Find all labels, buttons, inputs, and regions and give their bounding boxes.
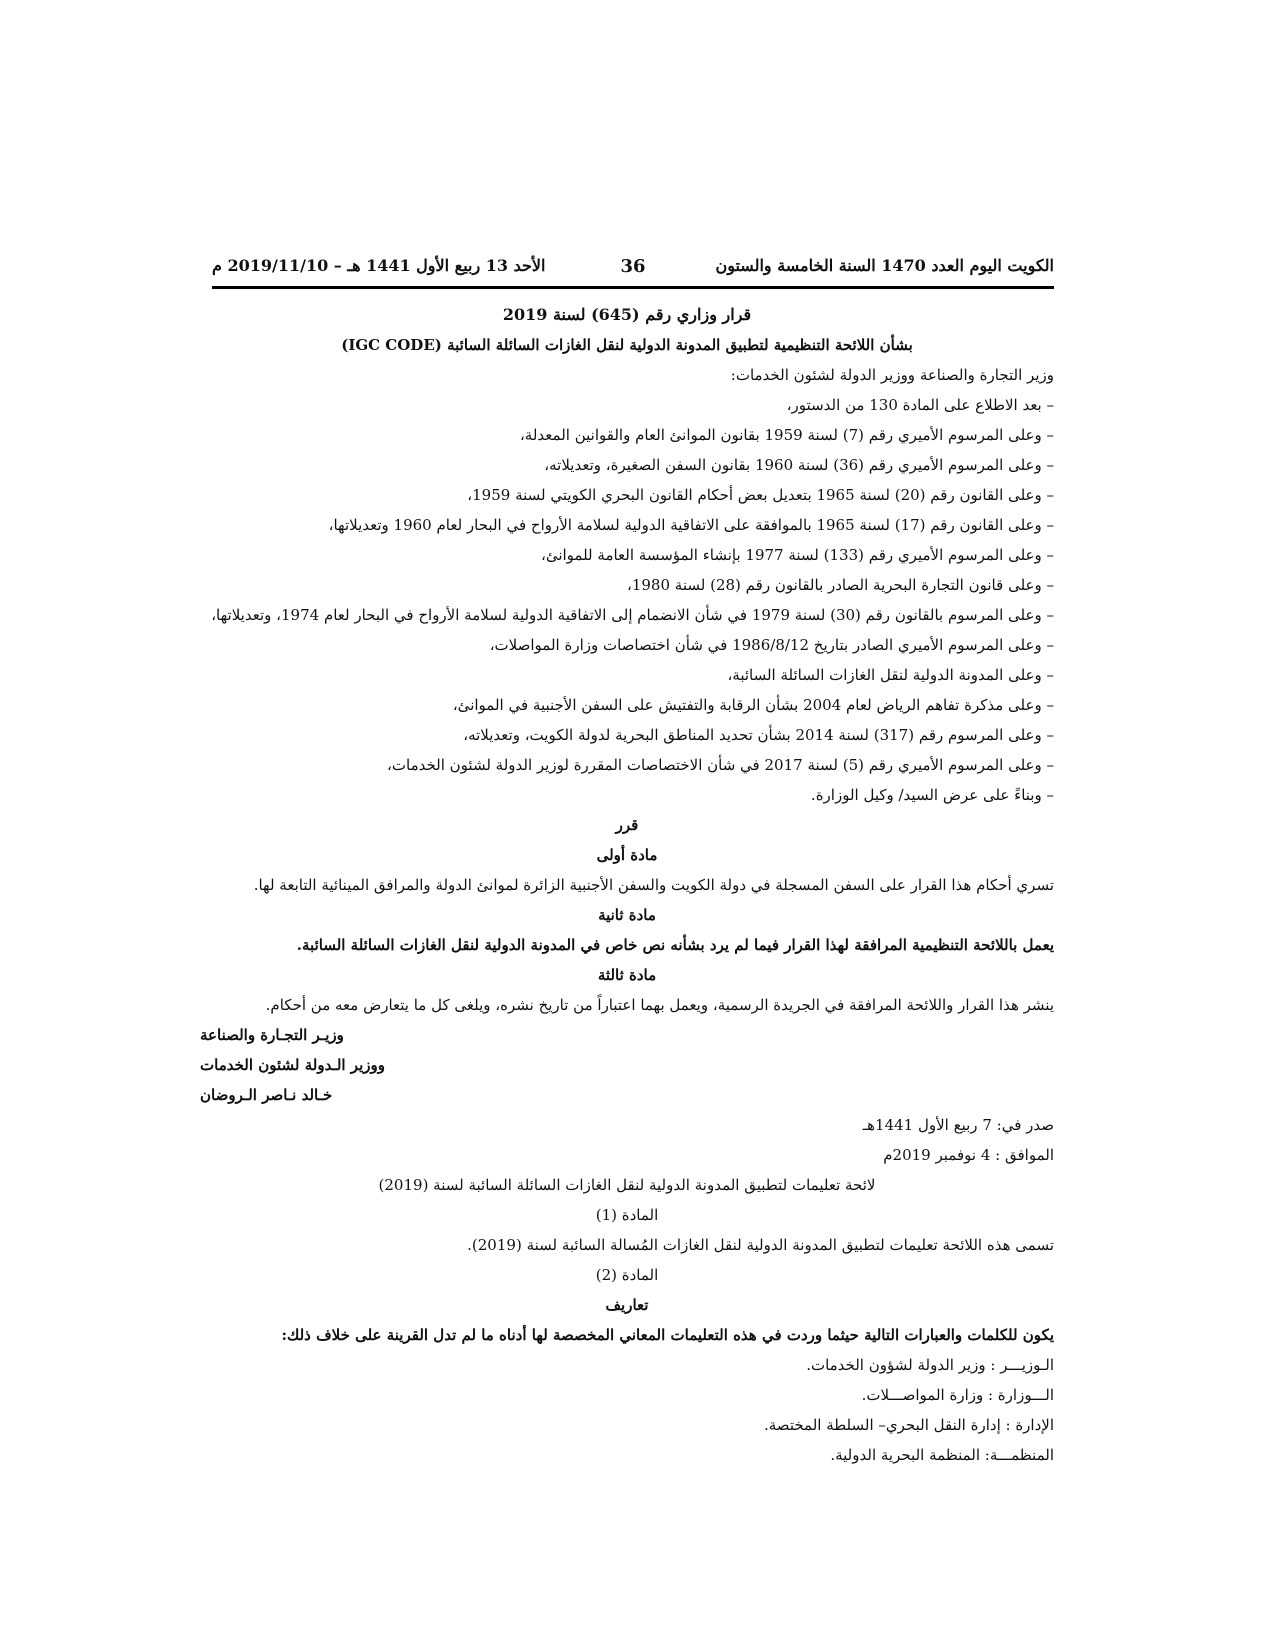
definition-item: الـوزيـــر : وزير الدولة لشؤون الخدمات.	[806, 1356, 1054, 1374]
article-text: ينشر هذا القرار واللائحة المرافقة في الجريدة الرسمية، ويعمل بهما اعتباراً من تاريخ نشره، ويلغى كل ما يتعارض معه من أحكام.	[265, 996, 1054, 1014]
page-header	[212, 252, 1054, 289]
recital-item: – وعلى المرسوم الأميري رقم (7) لسنة 1959 بقانون الموانئ العام والقوانين المعدلة،	[519, 426, 1054, 444]
recital-item: – وعلى المرسوم الأميري رقم (133) لسنة 1977 بإنشاء المؤسسة العامة للموانئ،	[540, 546, 1054, 564]
decides-heading: قرر	[615, 816, 639, 834]
article-heading: مادة ثالثة	[597, 966, 657, 984]
recital-item: – وعلى القانون رقم (17) لسنة 1965 بالموافقة على الاتفاقية الدولية لسلامة الأرواح في البحار لعام 1960 وتعديلاتها،	[328, 516, 1054, 534]
article-text: يعمل باللائحة التنظيمية المرافقة لهذا القرار فيما لم يرد بشأنه نص خاص في المدونة الدولية لنقل الغازات السائلة السائبة.	[296, 936, 1054, 954]
definitions-intro: يكون للكلمات والعبارات التالية حيثما وردت في هذه التعليمات المعاني المخصصة لها أدناه ما لم تدل القرينة على خلاف ذلك:	[281, 1326, 1054, 1344]
decision-issuer: وزير التجارة والصناعة ووزير الدولة لشئون الخدمات:	[730, 366, 1054, 384]
corresponding-date: الموافق : 4 نوفمبر 2019م	[883, 1146, 1054, 1164]
regulation-article-text: تسمى هذه اللائحة تعليمات لتطبيق المدونة الدولية لنقل الغازات المُسالة السائبة لسنة (2019).	[467, 1236, 1054, 1254]
signature-block	[200, 1020, 1054, 1110]
regulation-article-heading: المادة (1)	[595, 1206, 659, 1224]
recital-item: – وعلى المدونة الدولية لنقل الغازات السائلة السائبة،	[727, 666, 1054, 684]
recital-item: – وبناءً على عرض السيد/ وكيل الوزارة.	[810, 786, 1054, 804]
issue-date: صدر في: 7 ربيع الأول 1441هـ	[862, 1116, 1054, 1134]
regulation-title: لائحة تعليمات لتطبيق المدونة الدولية لنقل الغازات السائلة السائبة لسنة (2019)	[378, 1176, 876, 1194]
signer-title: وزيـر التجـارة والصناعة	[200, 1026, 344, 1044]
header-issue-info: الكويت اليوم العدد 1470 السنة الخامسة والستون	[715, 256, 1054, 275]
header-page-number: 36	[620, 256, 646, 277]
page-content	[200, 300, 1054, 1470]
signer-name: خـالد نـاصر الـروضان	[200, 1086, 333, 1104]
decision-subject: بشأن اللائحة التنظيمية لتطبيق المدونة الدولية لنقل الغازات السائلة السائبة (IGC CODE)	[341, 336, 913, 354]
recital-item: – وعلى المرسوم الأميري رقم (5) لسنة 2017 في شأن الاختصاصات المقررة لوزير الدولة لشئون الخدمات،	[387, 756, 1054, 774]
recital-item: – بعد الاطلاع على المادة 130 من الدستور،	[786, 396, 1054, 414]
article-heading: مادة أولى	[596, 846, 658, 864]
definition-item: المنظمـــة: المنظمة البحرية الدولية.	[830, 1446, 1054, 1464]
signer-title: ووزير الـدولة لشئون الخدمات	[200, 1056, 385, 1074]
recital-item: – وعلى القانون رقم (20) لسنة 1965 بتعديل بعض أحكام القانون البحري الكويتي لسنة 1959،	[467, 486, 1054, 504]
recital-item: – وعلى المرسوم بالقانون رقم (30) لسنة 1979 في شأن الانضمام إلى الاتفاقية الدولية لسلامة الأرواح في البحار لعام 1974، وتعديلاتها،	[211, 606, 1054, 624]
recital-item: – وعلى قانون التجارة البحرية الصادر بالقانون رقم (28) لسنة 1980،	[627, 576, 1054, 594]
recital-item: – وعلى المرسوم الأميري الصادر بتاريخ 1986/8/12 في شأن اختصاصات وزارة المواصلات،	[489, 636, 1054, 654]
header-date: الأحد 13 ربيع الأول 1441 هـ – 2019/11/10 م	[212, 256, 546, 275]
definition-item: الإدارة : إدارة النقل البحري– السلطة المختصة.	[764, 1416, 1054, 1434]
article-text: تسري أحكام هذا القرار على السفن المسجلة في دولة الكويت والسفن الأجنبية الزائرة لموانئ الدولة والمرافق المينائية التابعة لها.	[253, 876, 1054, 894]
recital-item: – وعلى المرسوم رقم (317) لسنة 2014 بشأن تحديد المناطق البحرية لدولة الكويت، وتعديلاته،	[463, 726, 1054, 744]
recital-item: – وعلى مذكرة تفاهم الرياض لعام 2004 بشأن الرقابة والتفتيش على السفن الأجنبية في الموانئ،	[452, 696, 1054, 714]
recitals-list	[200, 390, 1054, 810]
decision-title: قرار وزاري رقم (645) لسنة 2019	[502, 305, 752, 324]
definition-item: الـــوزارة : وزارة المواصـــلات.	[861, 1386, 1054, 1404]
recital-item: – وعلى المرسوم الأميري رقم (36) لسنة 1960 بقانون السفن الصغيرة، وتعديلاته،	[544, 456, 1054, 474]
definitions-list	[200, 1350, 1054, 1470]
article-heading: مادة ثانية	[598, 906, 656, 924]
definitions-heading: تعاريف	[605, 1296, 649, 1314]
regulation-article-heading: المادة (2)	[595, 1266, 659, 1284]
